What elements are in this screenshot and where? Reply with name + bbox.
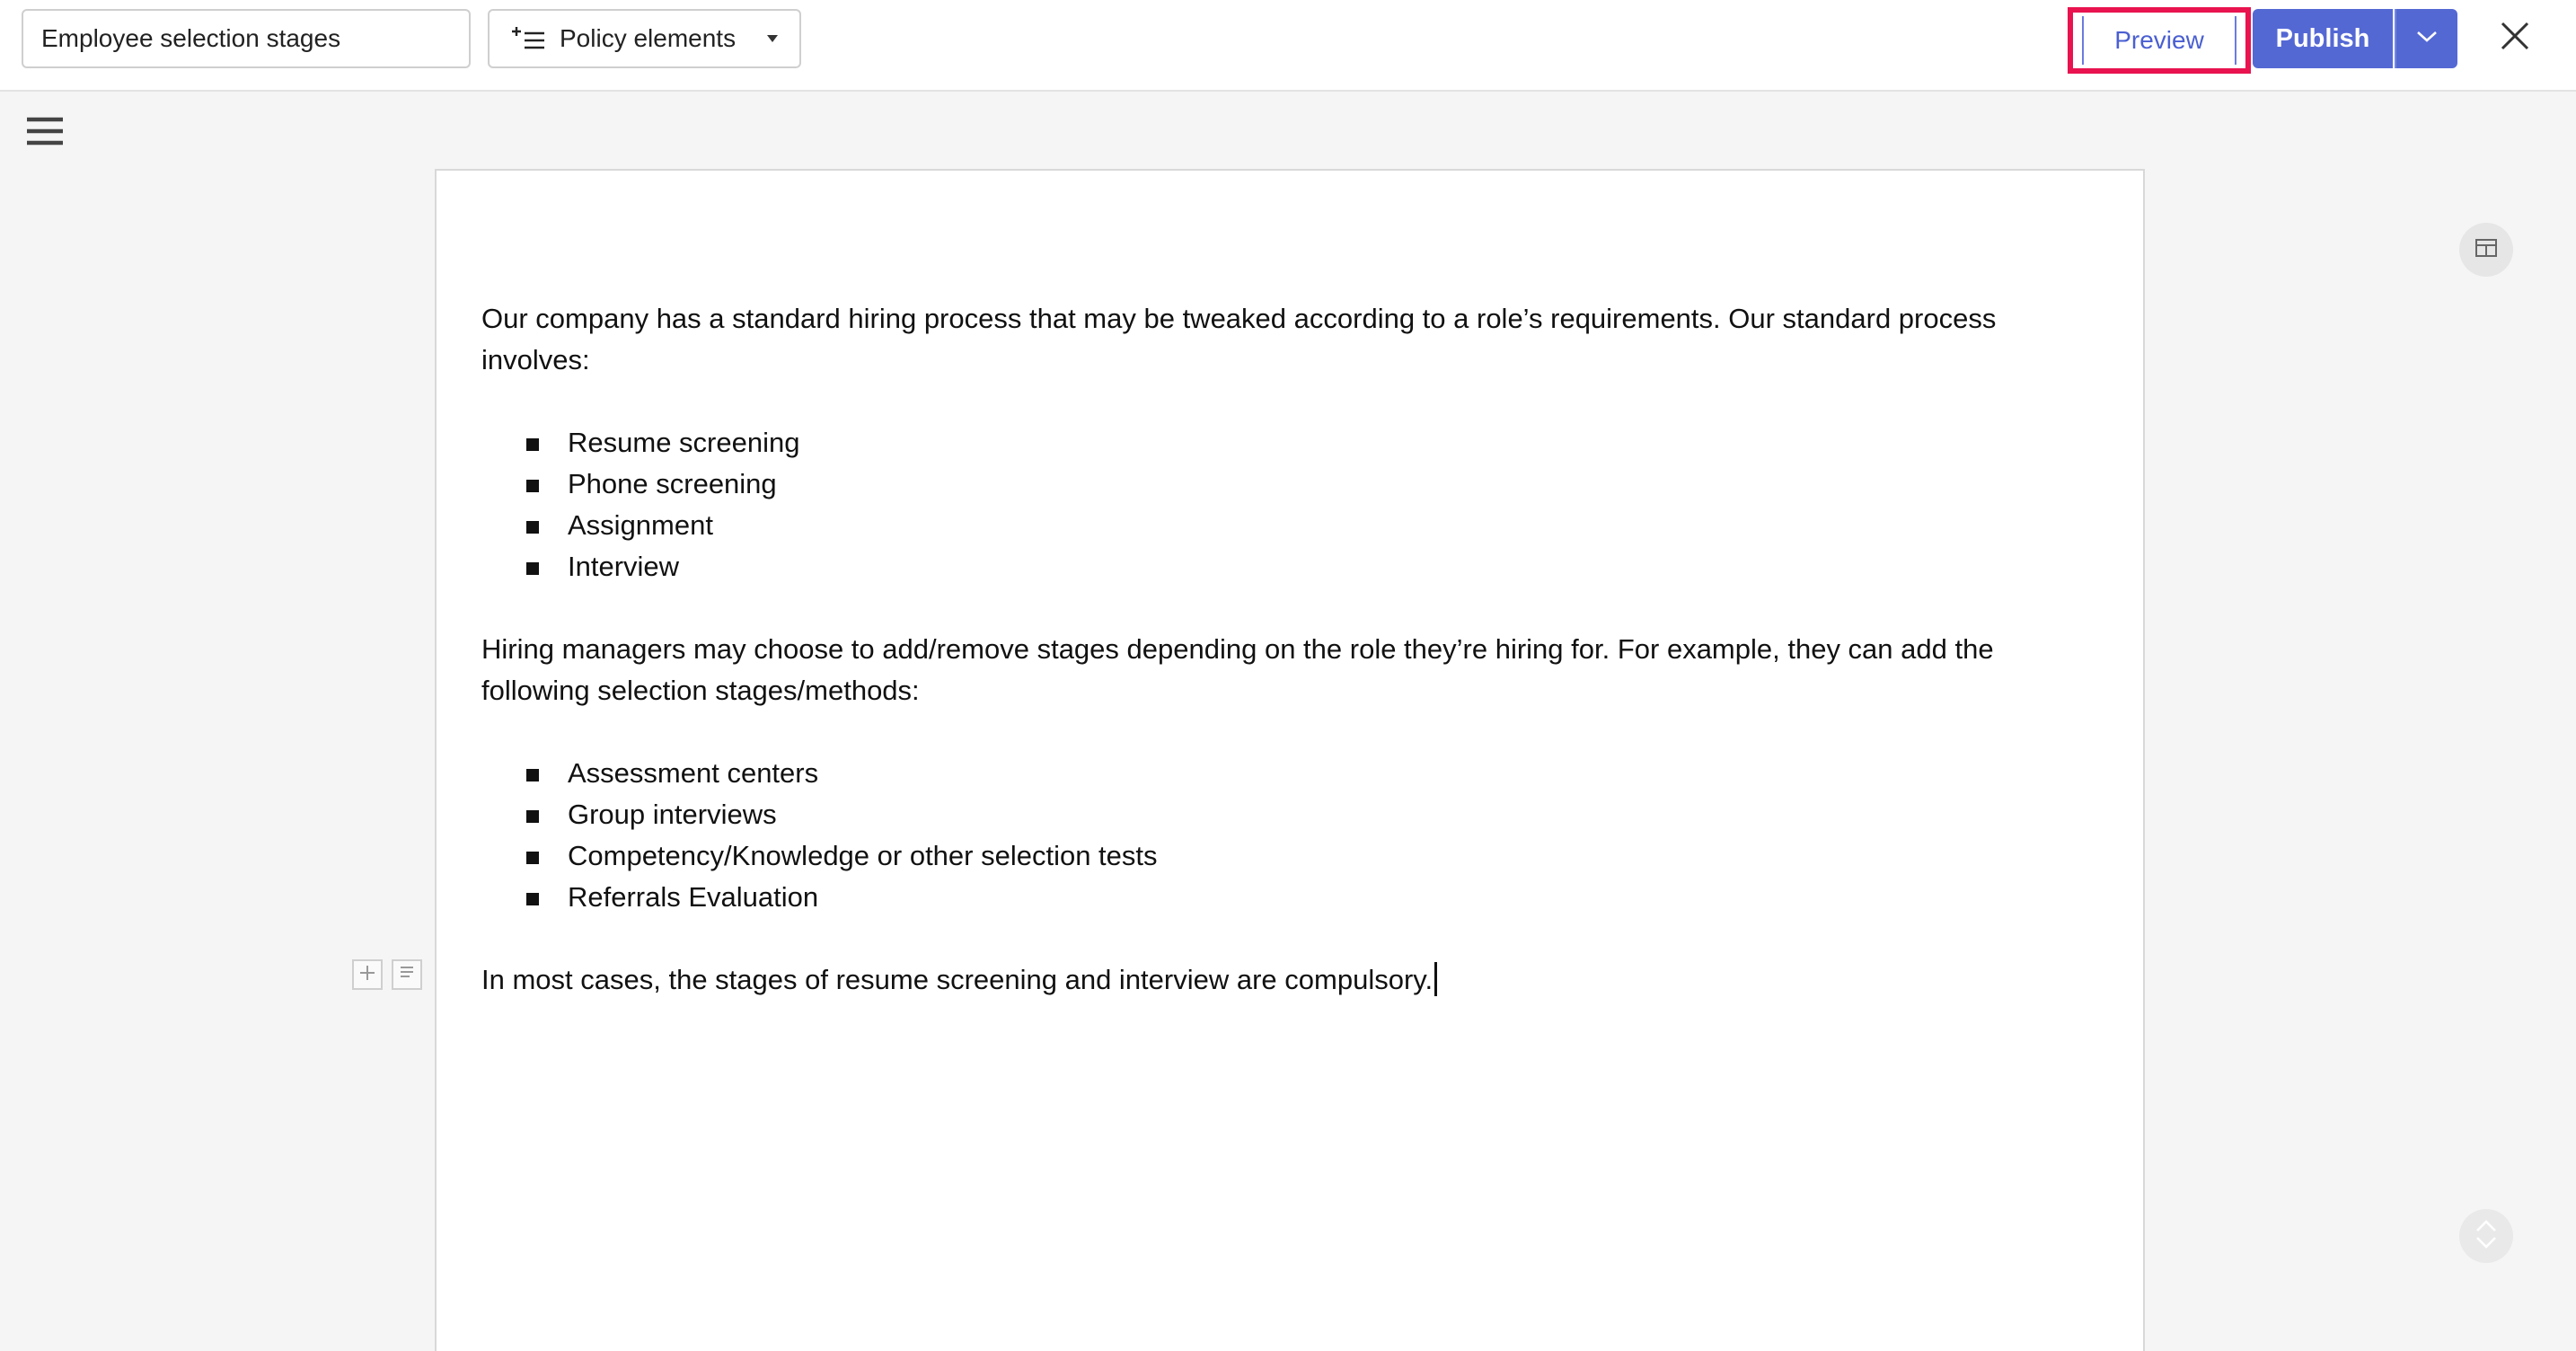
list-item: Group interviews [481, 794, 2089, 835]
policy-elements-dropdown[interactable] [488, 9, 801, 68]
intro-paragraph: Our company has a standard hiring process that may be tweaked according to a role’s requirements. Our standard process involves: [481, 303, 1997, 375]
paragraph-icon [397, 963, 417, 987]
hamburger-icon [25, 136, 65, 151]
document-editor[interactable] [481, 298, 2089, 1001]
top-bar [0, 0, 2576, 92]
closing-paragraph [481, 959, 2089, 1001]
chevron-down-icon [767, 35, 778, 42]
list-item: Phone screening [481, 464, 2089, 505]
close-button[interactable] [2495, 18, 2535, 57]
add-list-icon [511, 25, 547, 52]
block-options-button[interactable] [392, 959, 422, 990]
list-item: Assignment [481, 505, 2089, 546]
block-tools [352, 959, 422, 990]
list-item: Competency/Knowledge or other selection tests [481, 835, 2089, 877]
scroll-updown-icon [2474, 1217, 2499, 1256]
plus-icon [357, 963, 377, 987]
scroll-button[interactable] [2459, 1209, 2513, 1263]
publish-options-dropdown[interactable] [2395, 9, 2457, 68]
closing-text: In most cases, the stages of resume screening and interview are compulsory. [481, 964, 1434, 995]
document-title-input[interactable] [22, 9, 471, 68]
menu-button[interactable] [25, 115, 72, 151]
policy-elements-label: Policy elements [560, 24, 737, 52]
publish-label: Publish [2275, 23, 2370, 53]
layout-icon [2475, 238, 2498, 262]
middle-paragraph: Hiring managers may choose to add/remove stages depending on the role they’re hiring for. For example, they can add the following selection stages/methods: [481, 633, 1994, 706]
layout-button[interactable] [2459, 223, 2513, 277]
list-item: Assessment centers [481, 753, 2089, 794]
add-block-button[interactable] [352, 959, 383, 990]
text-cursor [1434, 962, 1437, 996]
list-item: Resume screening [481, 422, 2089, 464]
list-item: Interview [481, 546, 2089, 587]
document-page [435, 169, 2145, 1351]
publish-button[interactable] [2253, 9, 2393, 68]
standard-stages-list [481, 422, 2089, 587]
preview-button[interactable] [2068, 7, 2251, 74]
preview-label: Preview [2114, 26, 2204, 54]
close-icon [2500, 21, 2530, 56]
list-item: Referrals Evaluation [481, 877, 2089, 918]
chevron-down-icon [2415, 30, 2439, 49]
optional-stages-list [481, 753, 2089, 918]
